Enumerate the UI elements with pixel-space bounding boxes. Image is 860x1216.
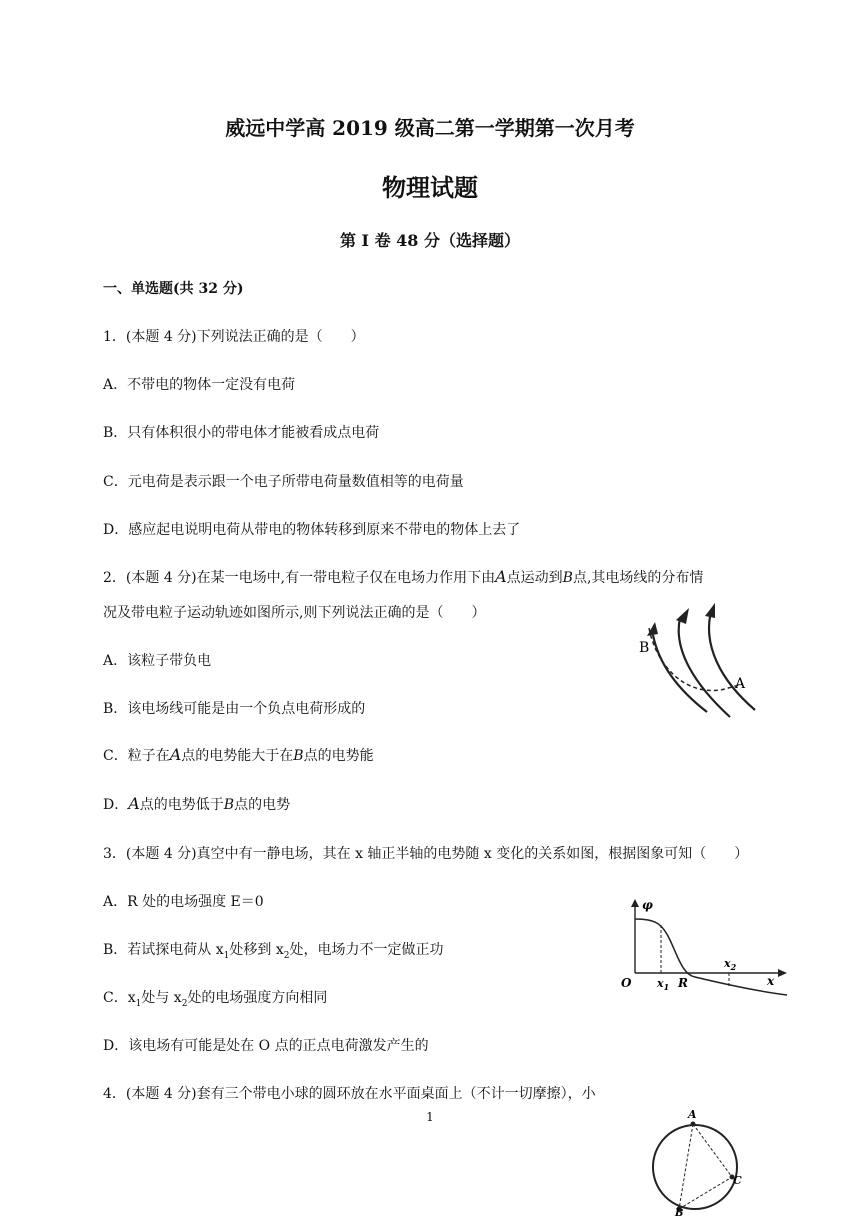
q1-stem: 1．(本题 4 分)下列说法正确的是（ ） xyxy=(103,329,365,345)
section-heading: 一、单选题(共 32 分) xyxy=(103,281,244,297)
q2-option-b: B．该电场线可能是由一个负点电荷形成的 xyxy=(103,701,366,717)
field-line-right xyxy=(709,612,755,710)
phi-label: φ xyxy=(642,898,653,912)
q1-option-c: C．元电荷是表示跟一个电子所带电荷量数值相等的电荷量 xyxy=(103,474,464,490)
ring xyxy=(653,1125,737,1209)
q4-stem: 4．(本题 4 分)套有三个带电小球的圆环放在水平面桌面上（不计一切摩擦），小 xyxy=(103,1086,596,1102)
q1-option-a: A．不带电的物体一定没有电荷 xyxy=(103,377,296,393)
exam-title: 威远中学高 2019 级高二第一学期第一次月考 xyxy=(225,116,635,140)
label-b: B xyxy=(675,1208,684,1216)
y-axis-arrow xyxy=(631,899,639,907)
x-axis-arrow xyxy=(778,969,787,977)
q3-option-a: A．R 处的电场强度 E＝0 xyxy=(103,894,264,910)
x-label: x xyxy=(767,974,775,988)
part-title: 第 I 卷 48 分（选择题） xyxy=(339,231,521,250)
arrow-head xyxy=(676,608,689,624)
arrow-head xyxy=(705,603,715,618)
page-number: 1 xyxy=(426,1110,434,1124)
field-line-middle xyxy=(679,618,730,717)
subject-title: 物理试题 xyxy=(382,173,478,202)
label-c: C xyxy=(733,1174,742,1187)
q2-stem-line2: 况及带电粒子运动轨迹如图所示,则下列说法正确的是（ ） xyxy=(103,605,486,621)
q3-option-d: D．该电场有可能是处在 O 点的正点电荷激发产生的 xyxy=(103,1038,429,1054)
label-a: A xyxy=(688,1108,697,1121)
q1-option-b: B．只有体积很小的带电体才能被看成点电荷 xyxy=(103,425,380,441)
q3-option-c: C．$x_1$处与 $x_2$处的电场强度方向相同 xyxy=(103,990,328,1009)
q2-field-line-figure xyxy=(635,600,765,725)
chord-bc xyxy=(679,1177,732,1209)
q2-option-a: A．该粒子带负电 xyxy=(103,653,212,669)
q1-option-d: D．感应起电说明电荷从带电的物体转移到原来不带电的物体上去了 xyxy=(103,522,521,538)
q2-option-c: C．粒子在A点的电势能大于在B点的电势能 xyxy=(103,745,374,764)
q2-option-d: D．A点的电势低于B点的电势 xyxy=(103,794,291,813)
field-lines xyxy=(653,612,755,717)
chord-ac xyxy=(693,1124,732,1177)
chord-ab xyxy=(679,1124,693,1209)
r-label: R xyxy=(678,976,688,990)
q3-potential-graph xyxy=(615,895,795,1000)
x1-label: $x_1$ xyxy=(657,977,670,992)
q2-stem-line1: 2．(本题 4 分)在某一电场中,有一带电粒子仅在电场力作用下由A点运动到B点,其电场线的分布情 xyxy=(103,567,704,586)
fig-label-a: A xyxy=(735,676,746,692)
q3-option-b: B．若试探电荷从 $x_1$处移到 $x_2$处，电场力不一定做正功 xyxy=(103,942,444,961)
field-line-arrows xyxy=(647,603,715,636)
x2-label: $x_2$ xyxy=(724,957,737,972)
q3-stem: 3．(本题 4 分)真空中有一静电场，其在 x 轴正半轴的电势随 x 变化的关系如图，根据图象可知（ ） xyxy=(103,846,749,862)
origin-label: O xyxy=(621,976,632,990)
fig-label-b: B xyxy=(639,640,650,656)
